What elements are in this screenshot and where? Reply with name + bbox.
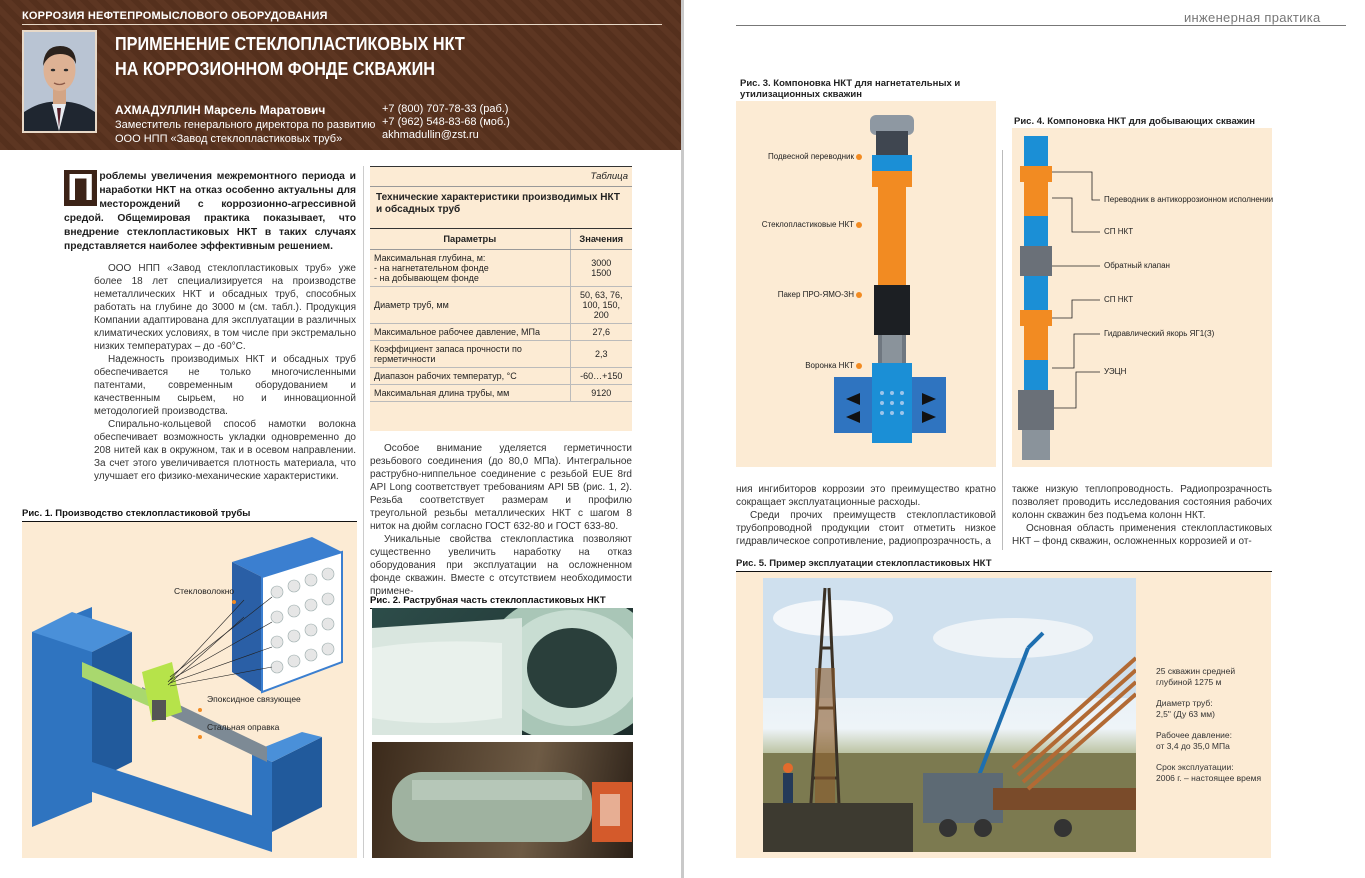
- table-cell-param: Коэффициент запаса прочности по герметичности: [370, 341, 570, 368]
- figure-2-photo-socket: [372, 608, 633, 735]
- table-cell-value: 2,3: [570, 341, 632, 368]
- paragraph: ния ингибиторов коррозии это преимущество кратно сокращает эксплуатационные расходы.: [736, 484, 996, 508]
- divider: [736, 25, 1346, 26]
- figure-3: [736, 101, 996, 467]
- table-cell-param: Максимальная длина трубы, мм: [370, 385, 570, 402]
- table-row: [370, 250, 632, 287]
- paragraph: Особое внимание уделяется герметичности резьбового соединения (до 80,0 МПа). Интегральное раструбно-ниппельное соединение с резьбой EUE 8rd API Long соответствует требованиям API 5B (рис. 1, 2). Резьба соответствует размерам и профилю треугольной резьбы металлических НКТ с шагом 8 ниток на дюйм согласно ГОСТ 632-80 и ГОСТ 633-80.: [370, 443, 632, 532]
- production-assembly-diagram: [1012, 128, 1272, 467]
- table-cell-param: Максимальная глубина, м: - на нагнетательном фонде - на добывающем фонде: [370, 250, 570, 287]
- divider: [22, 24, 662, 25]
- column-2: [370, 442, 632, 598]
- phone-mobile[interactable]: +7 (962) 548-83-68 (моб.): [382, 116, 510, 128]
- label-epoxy: Эпоксидное связующее: [207, 694, 301, 704]
- figure-5-title: Рис. 5. Пример эксплуатации стеклопластиковых НКТ: [736, 558, 1272, 572]
- table-header: Значения: [570, 229, 632, 250]
- label-packer: Пакер ПРО-ЯМО-3Н: [777, 290, 854, 299]
- note-diameter: Диаметр труб: 2,5" (Ду 63 мм): [1156, 698, 1215, 719]
- column-divider: [363, 166, 364, 858]
- figure-4-title: Рис. 4. Компоновка НКТ для добывающих скважин: [1014, 116, 1256, 127]
- figure-5: [736, 572, 1271, 858]
- label-sp-nkt: СП НКТ: [1104, 295, 1134, 304]
- label-hydraulic-anchor: Гидравлический якорь ЯГ1(З): [1104, 329, 1215, 338]
- right-column-1: [736, 483, 996, 548]
- label-fiberglass-tubing: Стеклопластиковые НКТ: [761, 220, 854, 229]
- paragraph: ООО НПП «Завод стеклопластиковых труб» уже более 18 лет специализируется на производстве неметаллических НКТ и обсадных труб, способных работать на глубине до 3000 м (см. табл.). Продукция Компании адаптирована для эксплуатации в различных климатических условиях, в том числе при экстремально низких температурах – до -60°С.: [94, 263, 357, 352]
- table-title: Технические характеристики производимых НКТ и обсадных труб: [370, 187, 632, 229]
- figure-5-photo: [763, 578, 1136, 852]
- label-fiberglass: Стекловолокно: [174, 586, 235, 596]
- paragraph: Надежность производимых НКТ и обсадных труб обеспечивается не только многочисленными патентами, современным оборудованием и качественным сырьем, но и инновационной методологией производства.: [94, 354, 356, 417]
- left-page: [0, 0, 682, 878]
- right-page: [684, 0, 1365, 878]
- headline-line: ПРИМЕНЕНИЕ СТЕКЛОПЛАСТИКОВЫХ НКТ: [115, 34, 465, 54]
- headline-line: НА КОРРОЗИОННОМ ФОНДЕ СКВАЖИН: [115, 59, 435, 79]
- table-cell-param: Диапазон рабочих температур, °С: [370, 368, 570, 385]
- paragraph: Спирально-кольцевой способ намотки волокна обеспечивает возможность укладки одновременно до 208 нитей как в окружном, так и в осевом направлении. За счет этого увеличивается плотность материала, что улучшает его физико-механические характеристики.: [94, 419, 356, 482]
- phone-work[interactable]: +7 (800) 707-78-33 (раб.): [382, 103, 509, 115]
- specs-table-block: [370, 166, 632, 431]
- note-pressure: Рабочее давление: от 3,4 до 35,0 МПа: [1156, 730, 1232, 751]
- figure-3-title: Рис. 3. Компоновка НКТ для нагнетательных и утилизационных скважин: [740, 78, 961, 100]
- figure-4: [1012, 128, 1272, 467]
- email-link[interactable]: akhmadullin@zst.ru: [382, 129, 479, 141]
- paragraph: также низкую теплопроводность. Радиопрозрачность позволяет проводить исследования состояния рабочих колонн скважин без подъема колонн НКТ.: [1012, 484, 1272, 521]
- table-row: [370, 385, 632, 402]
- table-row: [370, 368, 632, 385]
- column-1: [94, 262, 356, 483]
- author-company: ООО НПП «Завод стеклопластиковых труб»: [115, 133, 343, 145]
- specs-table: [370, 229, 632, 402]
- author-name: АХМАДУЛЛИН Марсель Маратович: [115, 103, 326, 117]
- figure-1-title: Рис. 1. Производство стеклопластиковой трубы: [22, 506, 357, 522]
- author-photo: [22, 30, 97, 133]
- table-header: Параметры: [370, 229, 570, 250]
- rubric: инженерная практика: [1184, 10, 1321, 25]
- author-position: Заместитель генерального директора по развитию: [115, 119, 376, 131]
- rubric: КОРРОЗИЯ НЕФТЕПРОМЫСЛОВОГО ОБОРУДОВАНИЯ: [22, 10, 328, 22]
- paragraph: Уникальные свойства стеклопластика позволяют существенно увеличить наработку на отказ оборудования при эксплуатации на осложненном фонде скважин. Вместе с отсутствием необходимости примене-: [370, 534, 632, 597]
- lead-text: роблемы увеличения межремонтного периода и наработки НКТ на отказ особенно актуальны для месторождений с коррозионно-агрессивной средой. Общемировая практика показывает, что внедрение стеклопластиковых НКТ в таких случаях представляется наиболее эффективным решением.: [64, 171, 356, 252]
- table-row: [370, 341, 632, 368]
- figure-2-photo-pipe: [372, 742, 633, 858]
- note-period: Срок эксплуатации: 2006 г. – настоящее время: [1156, 762, 1262, 783]
- table-cell-value: -60…+150: [570, 368, 632, 385]
- table-cell-value: 50, 63, 76, 100, 150, 200: [570, 287, 632, 324]
- label-corrosion-sub: Переводник в антикоррозионном исполнении: [1104, 195, 1274, 204]
- table-cell-param: Диаметр труб, мм: [370, 287, 570, 324]
- article-headline: [115, 32, 465, 82]
- right-column-2: [1012, 483, 1272, 548]
- lead-paragraph: [64, 167, 356, 254]
- dropcap: П: [64, 170, 97, 206]
- label-funnel: Воронка НКТ: [805, 361, 854, 370]
- label-mandrel: Стальная оправка: [207, 722, 280, 732]
- author-block: [115, 103, 375, 146]
- paragraph: Основная область применения стеклопластиковых НКТ – фонд скважин, осложненных коррозией и от-: [1012, 523, 1272, 547]
- paragraph: Среди прочих преимуществ стеклопластиковой трубопроводной продукции стоит отметить низкое гидравлическое сопротивление, радиопрозрачность, а: [736, 510, 996, 547]
- table-caption: Таблица: [370, 167, 632, 187]
- table-cell-value: 3000 1500: [570, 250, 632, 287]
- label-sp-nkt: СП НКТ: [1104, 227, 1134, 236]
- note-wells: 25 скважин средней глубиной 1275 м: [1156, 666, 1236, 687]
- figure-1: [22, 506, 357, 858]
- contacts-block: [382, 103, 510, 142]
- label-check-valve: Обратный клапан: [1104, 261, 1170, 270]
- table-row: [370, 324, 632, 341]
- label-hanger-sub: Подвесной переводник: [767, 152, 854, 161]
- figure-5-notes: [1156, 666, 1266, 794]
- pipe-production-diagram: [22, 522, 357, 852]
- table-cell-value: 27,6: [570, 324, 632, 341]
- table-row: [370, 287, 632, 324]
- label-esp: УЭЦН: [1104, 367, 1127, 376]
- figure-2-title: Рис. 2. Раструбная часть стеклопластиковых НКТ: [370, 595, 632, 609]
- table-cell-value: 9120: [570, 385, 632, 402]
- column-divider: [1002, 150, 1003, 550]
- table-cell-param: Максимальное рабочее давление, МПа: [370, 324, 570, 341]
